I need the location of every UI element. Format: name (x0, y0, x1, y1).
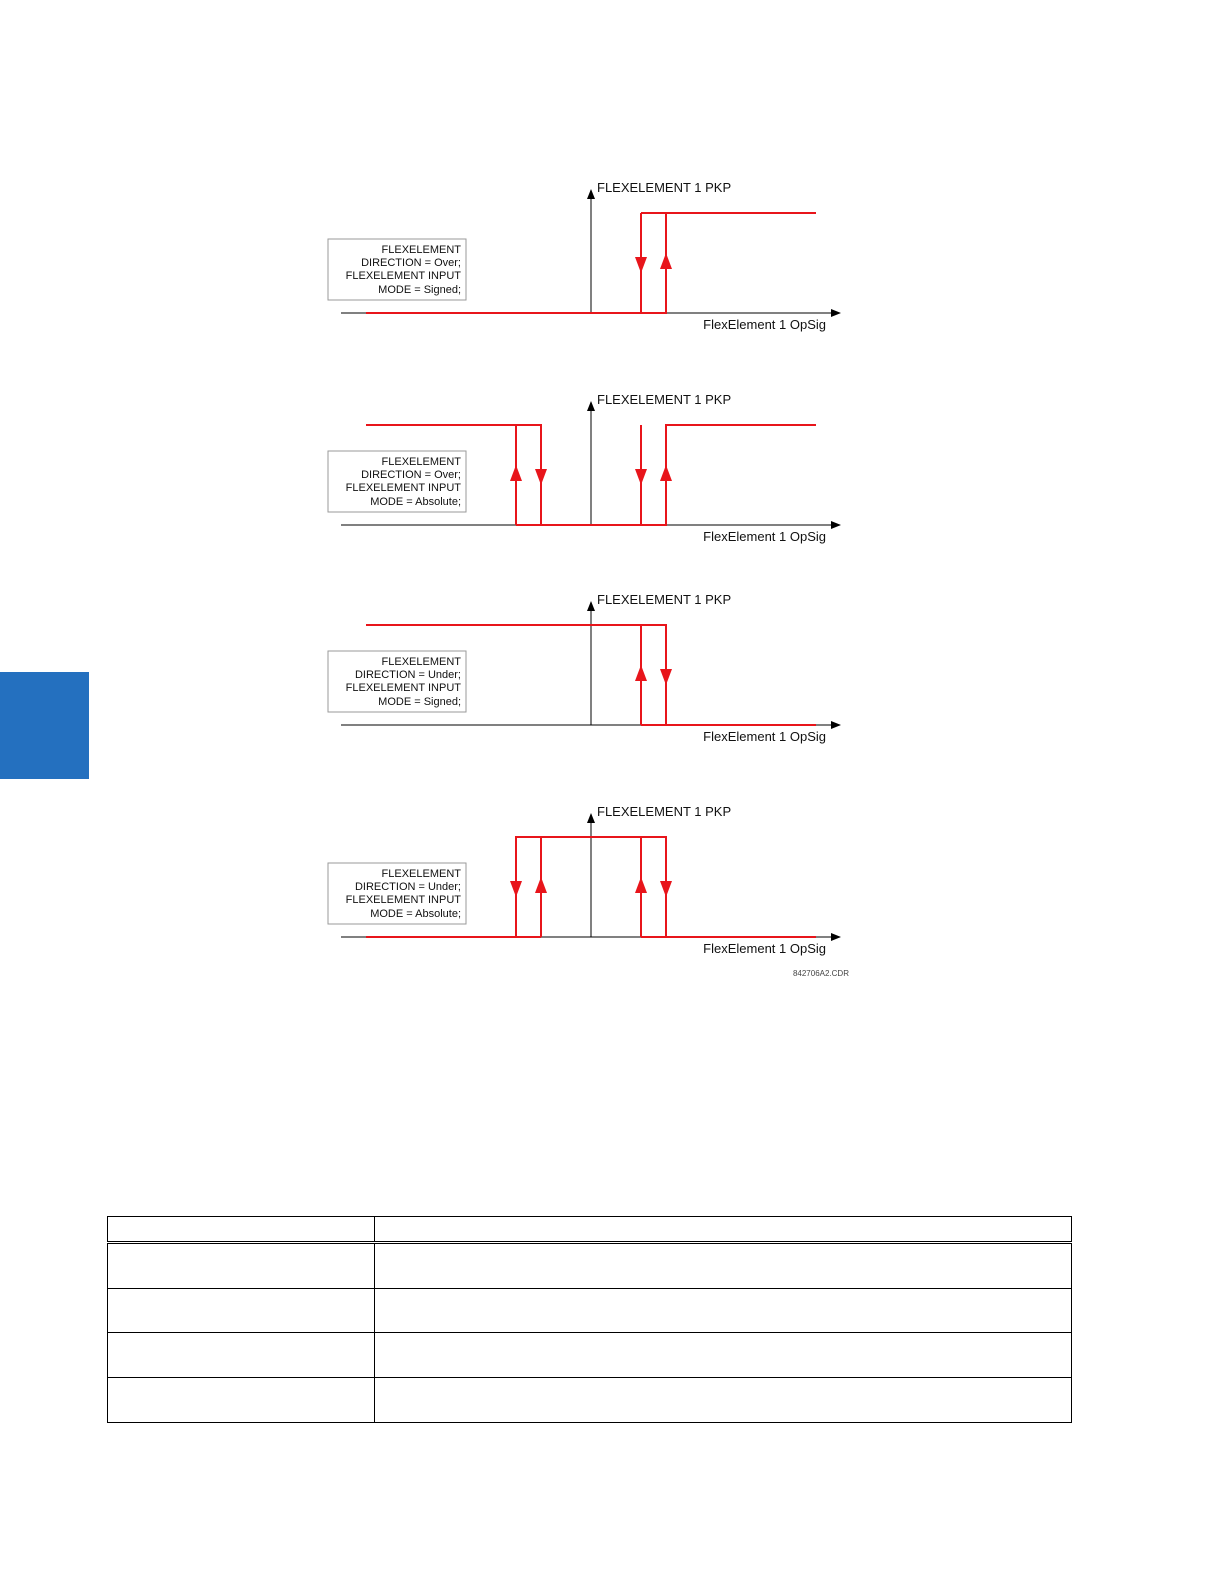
box-line: FLEXELEMENT INPUT (345, 270, 461, 282)
arrow-up-icon (635, 877, 647, 893)
box-line: FLEXELEMENT (381, 656, 461, 668)
box-line: MODE = Absolute; (370, 908, 461, 920)
arrow-up-icon (635, 665, 647, 681)
x-axis-label: FlexElement 1 OpSig (703, 941, 826, 956)
table-cell (108, 1333, 375, 1378)
table-cell (375, 1243, 1072, 1289)
box-line: MODE = Signed; (378, 696, 461, 708)
table-row (108, 1378, 1072, 1423)
table-cell (375, 1288, 1072, 1333)
arrow-down-icon (635, 257, 647, 273)
panel-under-signed (328, 592, 840, 744)
arrow-up-icon (660, 253, 672, 269)
box-line: FLEXELEMENT (381, 868, 461, 880)
box-line: DIRECTION = Under; (354, 669, 461, 681)
x-axis-label: FlexElement 1 OpSig (703, 529, 826, 544)
box-line: MODE = Absolute; (370, 496, 461, 508)
figure-id: 842706A2.CDR (792, 969, 849, 978)
settings-table (107, 1216, 1072, 1423)
arrow-down-icon (635, 469, 647, 485)
y-axis-label: FLEXELEMENT 1 PKP (597, 592, 732, 607)
table-row (108, 1243, 1072, 1289)
y-axis-label: FLEXELEMENT 1 PKP (597, 804, 732, 819)
box-line: FLEXELEMENT (381, 244, 461, 256)
box-line: DIRECTION = Over; (361, 469, 461, 481)
box-line: FLEXELEMENT INPUT (345, 682, 461, 694)
table-cell (108, 1288, 375, 1333)
table-row (108, 1288, 1072, 1333)
table-cell (108, 1378, 375, 1423)
panel-under-absolute (328, 804, 840, 956)
arrow-down-icon (660, 669, 672, 685)
arrow-down-icon (535, 469, 547, 485)
arrow-down-icon (660, 881, 672, 897)
box-line: FLEXELEMENT INPUT (345, 894, 461, 906)
table-header-cell (375, 1217, 1072, 1243)
table-header-cell (108, 1217, 375, 1243)
box-line: FLEXELEMENT (381, 456, 461, 468)
box-line: FLEXELEMENT INPUT (345, 482, 461, 494)
x-axis-label: FlexElement 1 OpSig (703, 317, 826, 332)
y-axis-label: FLEXELEMENT 1 PKP (597, 392, 732, 407)
y-axis-label: FLEXELEMENT 1 PKP (597, 180, 732, 195)
box-line: DIRECTION = Under; (354, 881, 461, 893)
x-axis-label: FlexElement 1 OpSig (703, 729, 826, 744)
panel-over-absolute (328, 392, 840, 544)
table-cell (375, 1333, 1072, 1378)
arrow-up-icon (510, 465, 522, 481)
arrow-up-icon (535, 877, 547, 893)
table-row (108, 1333, 1072, 1378)
table-cell (375, 1378, 1072, 1423)
table-cell (108, 1243, 375, 1289)
box-line: DIRECTION = Over; (361, 257, 461, 269)
arrow-down-icon (510, 881, 522, 897)
box-line: MODE = Signed; (378, 284, 461, 296)
table-header-row (108, 1217, 1072, 1243)
panel-over-signed (328, 180, 840, 332)
arrow-up-icon (660, 465, 672, 481)
